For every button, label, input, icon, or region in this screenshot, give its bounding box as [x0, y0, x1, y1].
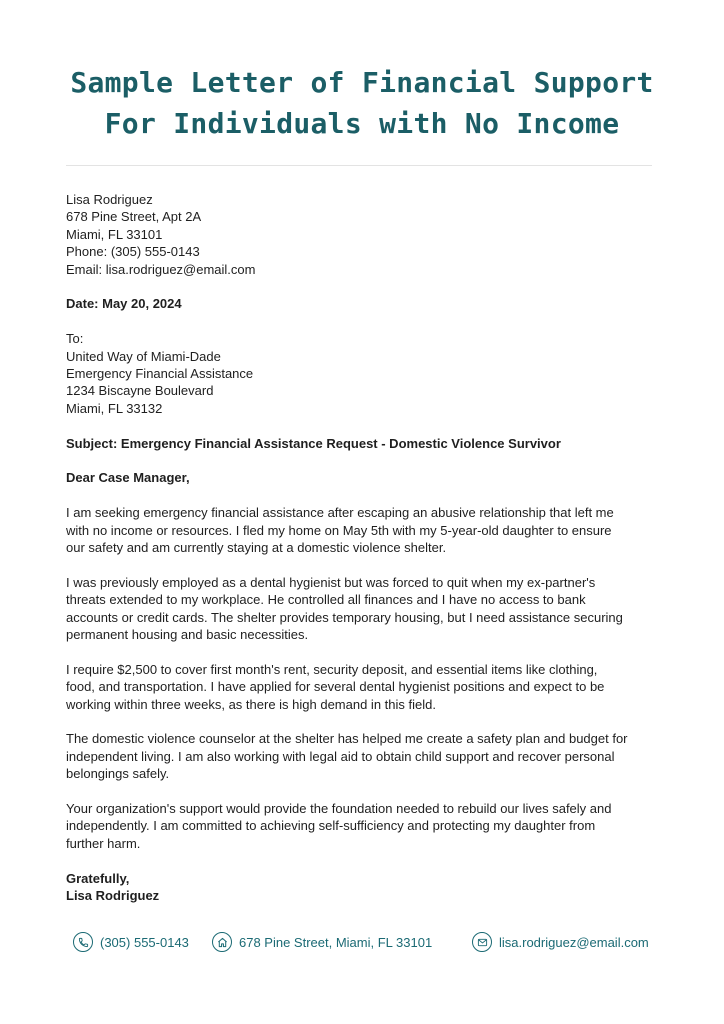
recipient-street: 1234 Biscayne Boulevard	[66, 383, 214, 399]
sender-block	[66, 191, 666, 278]
sender-name: Lisa Rodriguez	[66, 192, 153, 207]
body-paragraph	[66, 800, 666, 852]
paragraph-line: permanent housing and basic necessities.	[66, 627, 309, 643]
sender-city: Miami, FL 33101	[66, 226, 163, 242]
paragraph-line: I require $2,500 to cover first month's rent, security deposit, and essential items like clothing,	[66, 661, 598, 677]
signature-name: Lisa Rodriguez	[66, 888, 160, 904]
valediction: Gratefully,	[66, 870, 130, 886]
letter-body	[66, 191, 666, 905]
envelope-icon	[472, 932, 492, 952]
paragraph-line: our safety and am currently staying at a domestic violence shelter.	[66, 540, 447, 556]
footer-email-text: lisa.rodriguez@email.com	[499, 934, 649, 950]
closing-block	[66, 870, 666, 905]
body-paragraph	[66, 730, 666, 782]
paragraph-line: threats extended to my workplace. He controlled all finances and I have no access to bank	[66, 592, 586, 608]
title-line-2: For Individuals with No Income	[104, 107, 620, 140]
paragraph-line: I am seeking emergency financial assistance after escaping an abusive relationship that left me	[66, 505, 614, 521]
title-divider	[66, 165, 652, 166]
recipient-org: United Way of Miami-Dade	[66, 348, 221, 364]
home-icon	[212, 932, 232, 952]
paragraph-line: independently. I am committed to achieving self-sufficiency and protecting my daughter from	[66, 818, 596, 834]
paragraph-line: Your organization's support would provide the foundation needed to rebuild our lives safely and	[66, 801, 612, 817]
footer-phone-text: (305) 555-0143	[100, 934, 189, 950]
recipient-dept: Emergency Financial Assistance	[66, 366, 254, 382]
recipient-block	[66, 330, 666, 417]
recipient-to: To:	[66, 331, 84, 347]
paragraph-line: with no income or resources. I fled my home on May 5th with my 5-year-old daughter to ensure	[66, 522, 612, 538]
footer-email[interactable]	[472, 932, 649, 952]
sender-email: Email: lisa.rodriguez@email.com	[66, 261, 256, 277]
letter-date: Date: May 20, 2024	[66, 296, 182, 312]
body-paragraph	[66, 504, 666, 556]
contact-footer	[0, 932, 724, 956]
paragraph-line: The domestic violence counselor at the shelter has helped me create a safety plan and budget for	[66, 731, 628, 747]
document-title	[0, 62, 724, 144]
footer-address-text: 678 Pine Street, Miami, FL 33101	[239, 934, 433, 950]
body-paragraph	[66, 574, 666, 644]
body-paragraph	[66, 661, 666, 713]
phone-icon	[73, 932, 93, 952]
letter-subject: Subject: Emergency Financial Assistance Request - Domestic Violence Survivor	[66, 435, 561, 451]
paragraph-line: food, and transportation. I have applied for several dental hygienist positions and expect to be	[66, 679, 605, 695]
paragraph-line: I was previously employed as a dental hygienist but was forced to quit when my ex-partner's	[66, 574, 596, 590]
recipient-city: Miami, FL 33132	[66, 400, 163, 416]
salutation: Dear Case Manager,	[66, 470, 190, 486]
sender-street: 678 Pine Street, Apt 2A	[66, 209, 202, 225]
footer-phone[interactable]	[73, 932, 189, 952]
paragraph-line: belongings safely.	[66, 766, 170, 782]
paragraph-line: further harm.	[66, 835, 141, 851]
paragraph-line: working within three weeks, as there is high demand in this field.	[66, 696, 436, 712]
footer-address[interactable]	[212, 932, 432, 952]
title-line-1: Sample Letter of Financial Support	[70, 66, 654, 99]
sender-phone: Phone: (305) 555-0143	[66, 244, 200, 260]
paragraph-line: independent living. I am also working with legal aid to obtain child support and recover personal	[66, 748, 615, 764]
paragraph-line: accounts or credit cards. The shelter provides temporary housing, but I need assistance securing	[66, 609, 623, 625]
